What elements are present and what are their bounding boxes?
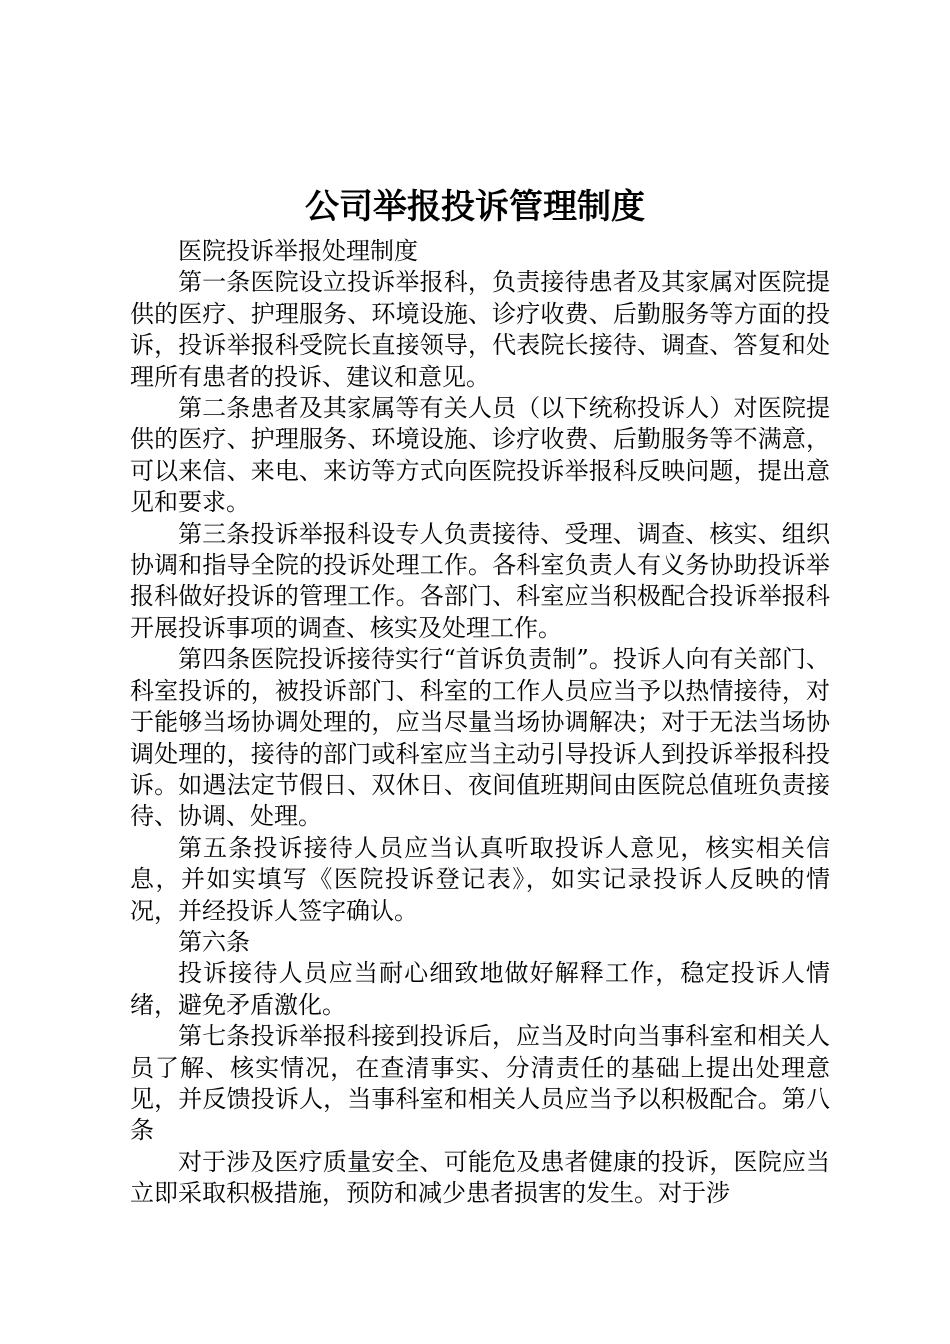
article-8-paragraph: 对于涉及医疗质量安全、可能危及患者健康的投诉，医院应当立即采取积极措施，预防和减少患者损害的发生。对于涉: [130, 1147, 830, 1208]
document-title: 公司举报投诉管理制度: [305, 187, 645, 227]
article-5-paragraph: 第五条投诉接待人员应当认真听取投诉人意见，核实相关信息，并如实填写《医院投诉登记表》，如实记录投诉人反映的情况，并经投诉人签字确认。: [130, 833, 830, 925]
article-7-paragraph: 第七条投诉举报科接到投诉后，应当及时向当事科室和相关人员了解、核实情况，在查清事实、分清责任的基础上提出处理意见，并反馈投诉人，当事科室和相关人员应当予以积极配合。第八条: [130, 1022, 830, 1145]
document-body: [130, 236, 830, 1210]
article-4-paragraph: 第四条医院投诉接待实行“首诉负责制”。投诉人向有关部门、科室投诉的，被投诉部门、科室的工作人员应当予以热情接待，对于能够当场协调处理的，应当尽量当场协调解决；对于无法当场协调处理的，接待的部门或科室应当主动引导投诉人到投诉举报科投诉。如遇法定节假日、双休日、夜间值班期间由医院总值班负责接待、协调、处理。: [130, 645, 830, 831]
article-6-paragraph: 投诉接待人员应当耐心细致地做好解释工作，稳定投诉人情绪，避免矛盾激化。: [130, 959, 830, 1019]
article-1-paragraph: 第一条医院设立投诉举报科，负责接待患者及其家属对医院提供的医疗、护理服务、环境设施、诊疗收费、后勤服务等方面的投诉，投诉举报科受院长直接领导，代表院长接待、调查、答复和处理所有患者的投诉、建议和意见。: [130, 268, 830, 391]
article-3-paragraph: 第三条投诉举报科设专人负责接待、受理、调查、核实、组织协调和指导全院的投诉处理工作。各科室负责人有义务协助投诉举报科做好投诉的管理工作。各部门、科室应当积极配合投诉举报科开展投诉事项的调查、核实及处理工作。: [130, 519, 830, 642]
subtitle-paragraph: 医院投诉举报处理制度: [178, 237, 418, 265]
article-6-heading: 第六条: [178, 927, 250, 956]
article-2-paragraph: 第二条患者及其家属等有关人员（以下统称投诉人）对医院提供的医疗、护理服务、环境设施、诊疗收费、后勤服务等不满意，可以来信、来电、来访等方式向医院投诉举报科反映问题，提出意见和要求。: [130, 394, 830, 517]
